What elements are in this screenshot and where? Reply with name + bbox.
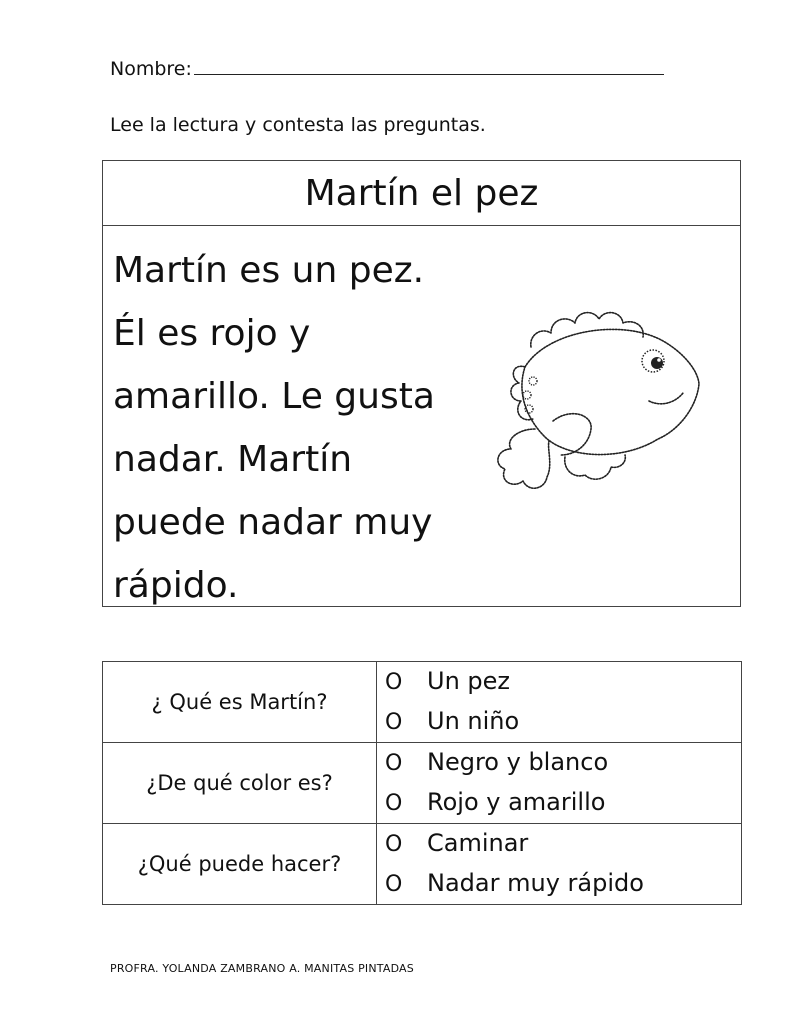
bubble-icon[interactable]: O (385, 751, 403, 776)
options-cell (377, 743, 742, 824)
options-cell (377, 824, 742, 905)
question-row (103, 743, 742, 824)
instructions: Lee la lectura y contesta las preguntas. (110, 114, 486, 136)
bubble-icon[interactable]: O (385, 872, 403, 897)
option-label: Nadar muy rápido (427, 869, 644, 897)
option-label: Un pez (427, 667, 511, 695)
answer-option[interactable] (385, 743, 741, 783)
option-label: Caminar (427, 829, 529, 857)
answer-option[interactable] (385, 824, 741, 864)
option-label: Negro y blanco (427, 748, 609, 776)
question-cell: ¿ Qué es Martín? (103, 662, 377, 743)
answer-option[interactable] (385, 662, 741, 702)
answer-option[interactable] (385, 783, 741, 823)
question-cell: ¿Qué puede hacer? (103, 824, 377, 905)
footer-credit: PROFRA. YOLANDA ZAMBRANO A. MANITAS PINTADAS (110, 962, 414, 975)
story-box (102, 160, 741, 607)
fish-illustration (453, 289, 703, 499)
answer-option[interactable] (385, 702, 741, 742)
question-row (103, 824, 742, 905)
option-label: Rojo y amarillo (427, 788, 606, 816)
story-line: rápido. (113, 565, 239, 606)
story-title: Martín el pez (103, 161, 740, 226)
options-cell (377, 662, 742, 743)
option-label: Un niño (427, 707, 520, 735)
story-line: puede nadar muy (113, 502, 433, 543)
bubble-icon[interactable]: O (385, 710, 403, 735)
story-line: nadar. Martín (113, 439, 353, 480)
story-line: amarillo. Le gusta (113, 376, 435, 417)
story-text (113, 239, 473, 617)
answer-option[interactable] (385, 864, 741, 904)
bubble-icon[interactable]: O (385, 832, 403, 857)
bubble-icon[interactable]: O (385, 670, 403, 695)
question-row (103, 662, 742, 743)
question-cell: ¿De qué color es? (103, 743, 377, 824)
story-line: Martín es un pez. (113, 250, 425, 291)
bubble-icon[interactable]: O (385, 791, 403, 816)
name-blank-line[interactable] (194, 58, 664, 75)
name-field[interactable] (110, 58, 664, 80)
name-label: Nombre: (110, 58, 192, 80)
questions-table (102, 661, 742, 905)
story-line: Él es rojo y (113, 313, 311, 354)
